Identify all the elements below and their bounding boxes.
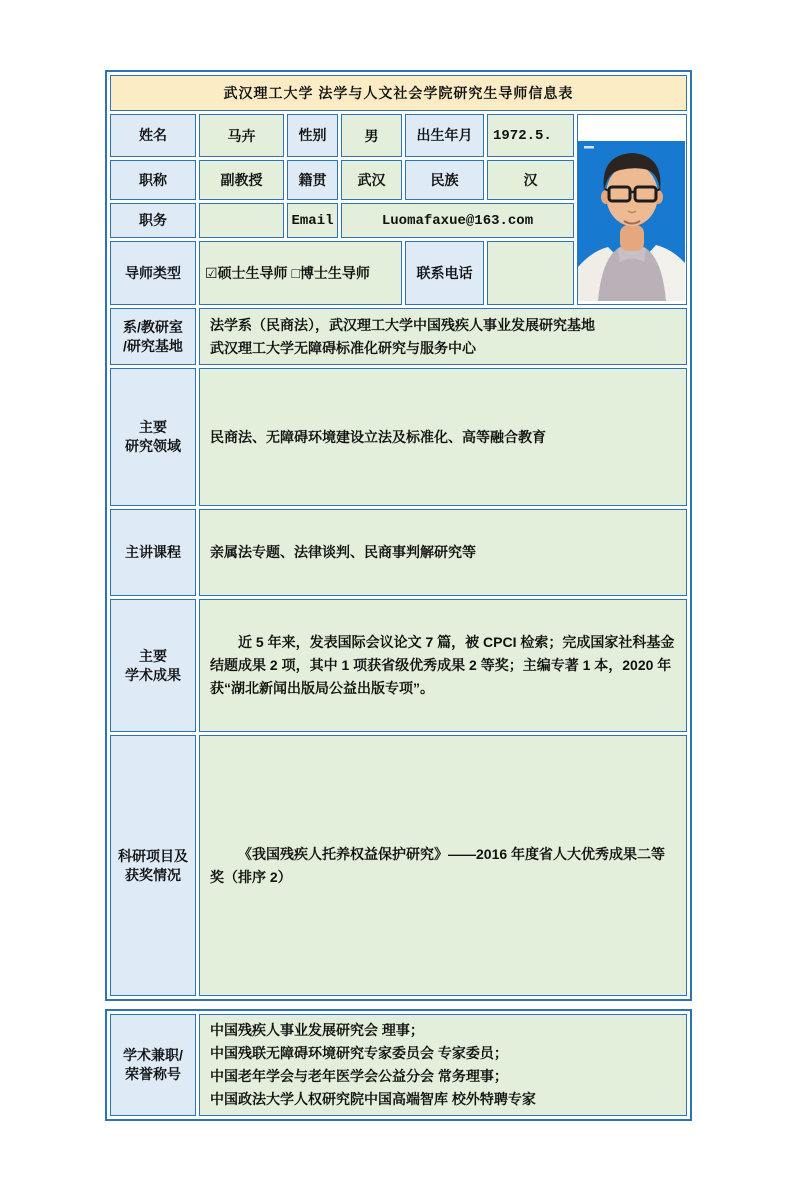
affiliations-table bbox=[105, 1009, 692, 1121]
native-place-label: 籍贯 bbox=[287, 160, 338, 200]
supervisor-type-label: 导师类型 bbox=[110, 241, 196, 305]
achievements-content: 近 5 年来，发表国际会议论文 7 篇，被 CPCI 检索；完成国家社科基金结题成果 2 项，其中 1 项获省级优秀成果 2 等奖；主编专著 1 本，2020 年获“湖北新闻出版局公益出版专项”。 bbox=[199, 599, 687, 732]
name-value: 马卉 bbox=[199, 114, 284, 157]
department-content: 法学系（民商法），武汉理工大学中国残疾人事业发展研究基地 武汉理工大学无障碍标准化研究与服务中心 bbox=[199, 308, 687, 365]
gender-label: 性别 bbox=[287, 114, 338, 157]
name-label: 姓名 bbox=[110, 114, 196, 157]
ethnicity-label: 民族 bbox=[405, 160, 484, 200]
position-label: 职务 bbox=[110, 203, 196, 238]
doctoral-option-label: 博士生导师 bbox=[299, 265, 370, 281]
birth-value: 1972.5. bbox=[487, 114, 574, 157]
master-option-label: 硕士生导师 bbox=[217, 265, 288, 281]
supervisor-photo bbox=[577, 114, 687, 305]
affiliations-label: 学术兼职/ 荣誉称号 bbox=[110, 1014, 196, 1116]
gender-value: 男 bbox=[341, 114, 402, 157]
courses-label: 主讲课程 bbox=[110, 509, 196, 596]
job-title-value: 副教授 bbox=[199, 160, 284, 200]
projects-label: 科研项目及 获奖情况 bbox=[110, 735, 196, 996]
master-checkbox-icon: ☑ bbox=[205, 265, 218, 281]
email-value: Luomafaxue@163.com bbox=[341, 203, 574, 238]
ethnicity-value: 汉 bbox=[487, 160, 574, 200]
birth-label: 出生年月 bbox=[405, 114, 484, 157]
phone-value bbox=[487, 241, 574, 305]
main-table bbox=[105, 70, 692, 1001]
research-fields-content: 民商法、无障碍环境建设立法及标准化、高等融合教育 bbox=[199, 368, 687, 506]
position-value bbox=[199, 203, 284, 238]
courses-content: 亲属法专题、法律谈判、民商事判解研究等 bbox=[199, 509, 687, 596]
supervisor-info-table bbox=[105, 70, 692, 1121]
email-label: Email bbox=[287, 203, 338, 238]
job-title-label: 职称 bbox=[110, 160, 196, 200]
native-place-value: 武汉 bbox=[341, 160, 402, 200]
department-label: 系/教研室 /研究基地 bbox=[110, 308, 196, 365]
research-fields-label: 主要 研究领域 bbox=[110, 368, 196, 506]
page-title: 武汉理工大学 法学与人文社会学院研究生导师信息表 bbox=[110, 75, 687, 111]
projects-content: 《我国残疾人托养权益保护研究》——2016 年度省人大优秀成果二等奖（排序 2） bbox=[199, 735, 687, 996]
phone-label: 联系电话 bbox=[405, 241, 484, 305]
affiliations-content: 中国残疾人事业发展研究会 理事； 中国残联无障碍环境研究专家委员会 专家委员； 中国老年学会与老年医学会公益分会 常务理事； 中国政法大学人权研究院中国高端智库 校外特聘专家 bbox=[199, 1014, 687, 1116]
doctoral-checkbox-icon: □ bbox=[291, 265, 300, 281]
table-gap bbox=[105, 1001, 692, 1009]
achievements-label: 主要 学术成果 bbox=[110, 599, 196, 732]
supervisor-type-options bbox=[199, 241, 402, 305]
portrait-graphic bbox=[578, 129, 685, 301]
